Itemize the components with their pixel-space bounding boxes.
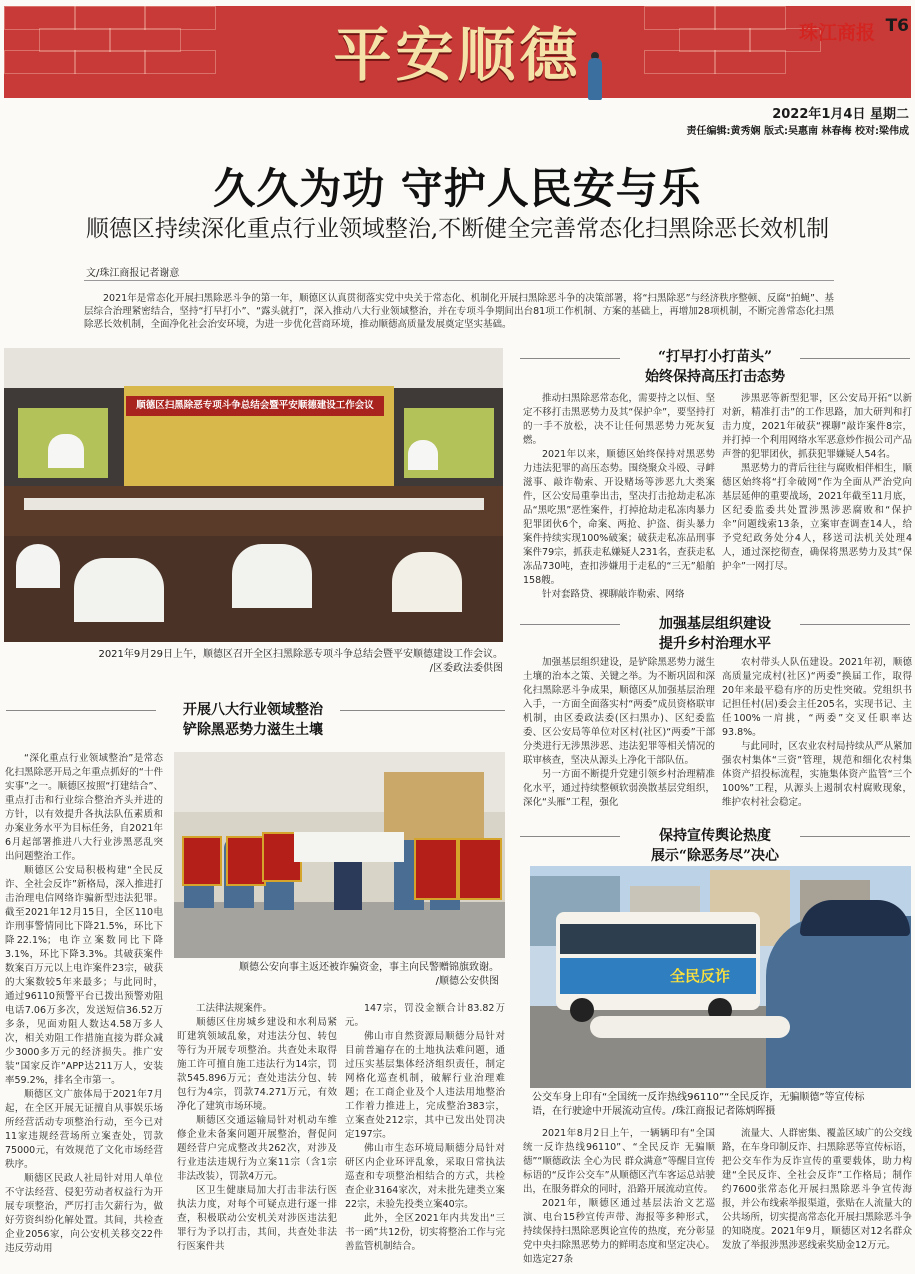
section2-column-b: 农村带头人队伍建设。2021年初，顺德高质量完成村(社区)“两委”换届工作，取得20年来最平稳有序的历史性突破。党组织书记担任村(居)委会主任205名，实现书记、主任100%一肩挑，“两委”交叉任职率达93.8%。 与此同时，区农业农村局持续从严从紧加强农村集体“三资”管理，规范和细化农村集体资产招投标流程，实施集体资产监管“三个100%”工程，从源头上遏制农村腐败现象，维护农村社会稳定。 [722, 657, 912, 808]
divider [84, 280, 834, 281]
divider [6, 710, 156, 711]
banner-flag [414, 838, 458, 900]
photo3-credit: 语，在行驶途中开展流动宣传。/珠江商报记者陈炳晖摄 [532, 1106, 776, 1117]
section4-column-a: 2021年8月2日上午，一辆辆印有“全国统一反诈热线96110”、“全民反诈 无骗顺德”“顺德政法 全心为民 群众满意”等醒目宣传标语的“反诈公交车”从顺德区汽车客运总站驶出，在服务群众的同时，沿路开展流动宣传。 2021年，顺德区通过基层法治文艺巡演、电台15秒宣传声带、海报等多种形式，持续保持扫黑除恶舆论宣传的热度，充分彰显党中央扫除黑恶势力的鲜明态度和坚定决心。如选定27条 [523, 1128, 715, 1265]
newspaper-name: 珠江商报 [798, 22, 875, 44]
editorial-credits: 责任编辑:黄秀娴 版式:吴惠南 林春梅 校对:梁伟成 [686, 126, 909, 137]
bus-slogan: 全民反诈 [669, 967, 730, 985]
section1-column-a: 推动扫黑除恶常态化，需要持之以恒、坚定不移打击黑恶势力及其“保护伞”，要坚持打的一手不放松，决不让任何黑恶势力死灰复燃。 2021年以来，顺德区始终保持对黑恶势力违法犯罪的高压态势。围绕聚众斗殴、寻衅滋事、敲诈勒索、开设赌场等涉恶九大类案件，区公安局重拳出击，坚决打击抢劫走私冻品“黑吃黑”恶性案件，打掉抢劫走私冻肉暴力犯罪团伙6个，命案、两抢、护盗、街头暴力案件持续实现100%破案；破获走私冻品刑事案件79宗，抓获走私嫌疑人231名，查获走私冻品730吨，查扣涉嫌用于走私的“三无”船舶158艘。 针对套路贷、裸聊敲诈勒索、网络 [523, 393, 715, 600]
headline: 久久为功 守护人民安与乐 [213, 164, 702, 213]
police-photo [174, 752, 505, 958]
police-officer [766, 916, 911, 1088]
section1-title-line2: 始终保持高压打击态势 [645, 369, 785, 385]
photo3-caption-text: 公交车身上印有“全国统一反诈热线96110”“全民反诈，无骗顺德”等宣传标 [532, 1092, 865, 1103]
section2-title [520, 614, 910, 654]
section3-title [140, 700, 366, 740]
byline: 文/珠江商报记者谢意 [86, 268, 180, 279]
section3-column-b: 工法律法规案件。 顺德区住房城乡建设和水利局紧盯建筑领域乱象，对违法分包、转包等行为开展专项整治。共查处未取得施工许可擅自施工违法行为14宗，罚款545.896万元；查处违法分包、转包行为4宗，罚款74.271万元，有效净化了建筑市场环境。 顺德区交通运输局针对机动车维修企业未备案问题开展整治，督促问题经营户完成整改共262次，对涉及行业违法违规行为立案11宗（含1宗非法改装），罚款4万元。 区卫生健康局加大打击非法行医执法力度，对每个可疑点进行逐一排查，积极联动公安机关对涉医违法犯罪行为予以打击，其间，共查处非法行医案件共 [177, 1003, 337, 1252]
photo3-caption [532, 1091, 910, 1119]
section2-title-line2: 提升乡村治理水平 [659, 636, 771, 652]
conference-banner: 顺德区扫黑除恶专项斗争总结会暨平安顺德建设工作会议 [126, 396, 384, 416]
section3-column-a: “深化重点行业领域整治”是常态化扫黑除恶开局之年重点抓好的“十件实事”之一。顺德区按照“打建结合”、重点打击和行业综合整治齐头并进的方针，以有效提升各执法队伍素质和办案业务水平为目标任务，自2021年6月起部署推进八大行业涉黑恶乱突出问题整治工作。 顺德区公安局积极构建“全民反诈、全社会反诈”新格局，深入推进打击治理电信网络诈骗新型违法犯罪。截至2021年12月15日，全区110电诈刑事警情同比下降21.5%，环比下降22.1%；电诈立案数同比下降3.1%，环比下降3.3%。其破获案件数案百万元以上电诈案件23宗，破获的大案数较5年来最多；与此同时，通过96110预警平台已拨出预警劝阻电话7.06万多次，发送短信36.52万多条，见面劝阻人数达4.58万多人次，相关劝阻工作措施直接为群众减少3000多万元的经济损失。推广安装“国家反诈”APP达211万人，安装率59.2%，排名全市第一。 顺德区文广旅体局于2021年7月起，在全区开展无证擅自从事娱乐场所经营活动专项整治行动，至今已对11家违规经营场所立案查处，罚款75000元，有效规范了文化市场经营秩序。 顺德区民政人社局针对用人单位不守法经营、侵犯劳动者权益行为开展专项整治，严厉打击欠薪行为，做好劳资纠纷化解处置。其间，共检查企业2056家，向公安机关移交22件违反劳动用 [5, 753, 163, 1254]
banner-flag [458, 838, 502, 900]
banner-flag [226, 836, 266, 886]
section4-title [520, 826, 910, 866]
cheque-board [294, 832, 404, 862]
photo2-caption-text: 顺德公安向事主返还被诈骗资金，事主向民警赠锦旗致谢。 [239, 962, 499, 973]
section4-title-line2: 展示“除恶务尽”决心 [650, 848, 780, 864]
lead-paragraph: 2021年是常态化开展扫黑除恶斗争的第一年，顺德区认真贯彻落实党中央关于常态化、机制化开展扫黑除恶斗争的决策部署，将“扫黑除恶”与经济秩序整顿、反腐“拍蝇”、基层综合治理紧密结合，坚持“打早打小”、“露头就打”，深入推动八大行业领域整治，并在专项斗争期间出台81项工作机制、方案的基础上，再增加28项机制，不断完善常态化扫黑除恶长效机制，全面净化社会治安环境，为进一步优化营商环境，推动顺德高质量发展奠定坚实基础。 [84, 293, 834, 330]
officer-arm [590, 1016, 790, 1038]
masthead-title: 平安顺德 [333, 21, 582, 89]
section3-title-line2: 铲除黑恶势力滋生土壤 [183, 722, 323, 738]
section2-column-a: 加强基层组织建设，是铲除黑恶势力滋生土壤的治本之策、关键之举。为不断巩固和深化扫黑除恶斗争成果，顺德区从加强基层治理入手，一方面全面落实村“两委”成员资格联审机制，由区委政法委(区扫黑办)、区纪委监委、区公安局等单位对区村(社区)“两委”干部分类进行无涉黑涉恶、违法犯罪等相关情况的联审核查，坚决从源头上净化干部队伍。 另一方面不断提升党建引领乡村治理精准化水平，通过持续整顿软弱涣散基层党组织，深化“头雁”工程，强化 [523, 657, 715, 808]
section1-title-line1: “打早打小打苗头” [657, 349, 773, 365]
section3-column-c: 147宗，罚没金额合计83.82万元。 佛山市自然资源局顺德分局针对目前普遍存在的土地执法难问题，通过压实基层集体经济组织责任，制定网格化巡查机制，破解行业治理难题；在工商企业及个人违法用地整治工作着力推进上，完成整治383宗，立案查处212宗，其中已发出处罚决定197宗。 佛山市生态环境局顺德分局针对研区内企业环评乱象，采取日常执法巡查和专项整治相结合的方式，共检查企业3164家次，对未批先建类立案22宗，未验先投类立案40宗。 此外，全区2021年内共发出“三书一函”共12份，切实将整治工作与完善监管机制结合。 [345, 1003, 505, 1252]
section3-title-line1: 开展八大行业领域整治 [183, 702, 323, 718]
issue-date: 2022年1月4日 星期二 [772, 107, 909, 122]
photo1-caption-text: 2021年9月29日上午，顺德区召开全区扫黑除恶专项斗争总结会暨平安顺德建设工作会议。 [98, 649, 503, 660]
photo2-caption [174, 961, 499, 989]
conference-photo [4, 348, 503, 642]
banner-flag [182, 836, 222, 886]
photo2-credit: /顺德公安供图 [435, 976, 499, 987]
photo1-caption [4, 648, 503, 676]
section1-column-b: 涉黑恶等新型犯罪，区公安局开拓“以新对新，精准打击”的工作思路，加大研判和打击力度，2021年破获“裸聊”敲诈案件8宗，并打掉一个利用网络水军恶意炒作损公司产品声誉的犯罪团伙，抓获犯罪嫌疑人54名。 黑恶势力的背后往往与腐败相伴相生，顺德区始终将“打伞破网”作为全面从严治党向基层延伸的重要战场，2021年截至11月底，区纪委监委共处置涉黑涉恶腐败和“保护伞”问题线索13条，立案审查调查14人，给予党纪政务处分4人，移送司法机关处理4人，通过深挖彻查，确保将黑恶势力及其“保护伞”一网打尽。 [722, 393, 912, 572]
photo1-credit: /区委政法委供图 [429, 663, 503, 674]
masthead-figure-body [588, 58, 602, 100]
section4-title-line1: 保持宣传舆论热度 [659, 828, 771, 844]
police-cap [800, 900, 910, 936]
bus-photo [530, 866, 911, 1088]
page-number: T6 [885, 16, 909, 36]
masthead [0, 0, 915, 100]
subheadline: 顺德区持续深化重点行业领域整治,不断健全完善常态化扫黑除恶长效机制 [85, 216, 830, 242]
section2-title-line1: 加强基层组织建设 [659, 616, 771, 632]
section4-column-b: 流量大、人群密集、覆盖区域广的公交线路，在车身印制反诈、扫黑除恶等宣传标语，把公交车作为反诈宣传的重要载体，助力构建“全民反诈、全社会反诈”工作格局；制作约7600张常态化开展扫黑除恶斗争宣传海报，并公布线索举报渠道，张贴在人流量大的公共场所，切实提高常态化开展扫黑除恶斗争的知晓度。2021年9月，顺德区对12名群众发放了举报涉黑涉恶线索奖励金12万元。 [722, 1128, 912, 1251]
section1-title [520, 347, 910, 387]
